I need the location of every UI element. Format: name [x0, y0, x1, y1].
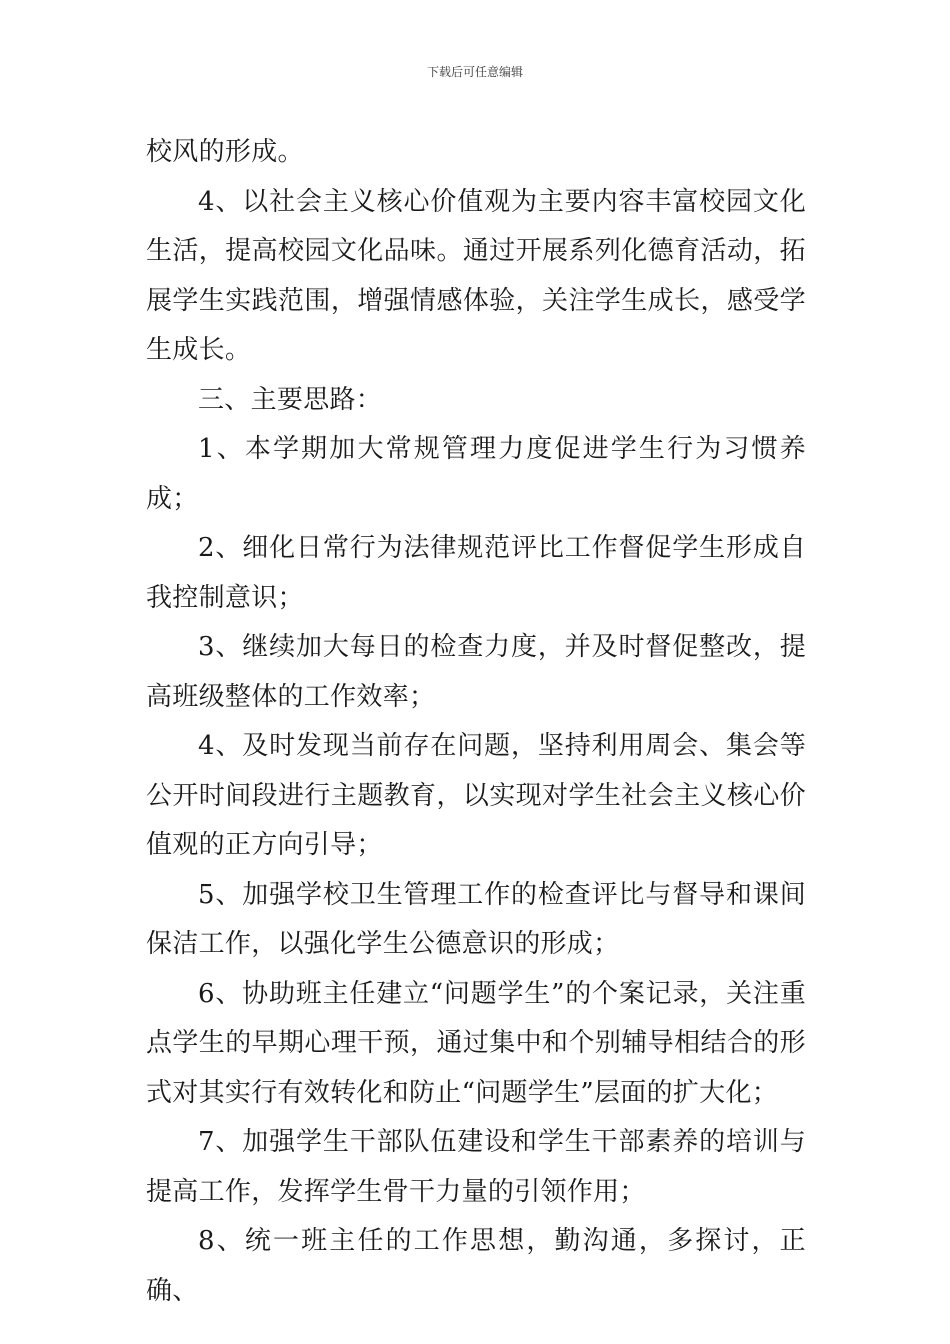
paragraph: 7、加强学生干部队伍建设和学生干部素养的培训与提高工作，发挥学生骨干力量的引领作用； — [146, 1127, 806, 1207]
paragraph: 4、以社会主义核心价值观为主要内容丰富校园文化生活，提高校园文化品味。通过开展系列化德育活动，拓展学生实践范围，增强情感体验，关注学生成长，感受学生成长。 — [146, 186, 806, 365]
page-header-note: 下载后可任意编辑 — [426, 65, 523, 79]
paragraph: 校风的形成。 — [146, 137, 304, 167]
paragraph: 3、继续加大每日的检查力度，并及时督促整改，提高班级整体的工作效率； — [146, 632, 806, 712]
paragraph: 5、加强学校卫生管理工作的检查评比与督导和课间保洁工作，以强化学生公德意识的形成； — [146, 879, 806, 959]
paragraph: 4、及时发现当前存在问题，坚持利用周会、集会等公开时间段进行主题教育，以实现对学生社会主义核心价值观的正方向引导； — [146, 731, 806, 860]
paragraph: 2、细化日常行为法律规范评比工作督促学生形成自我控制意识； — [146, 533, 806, 613]
paragraph: 8、统一班主任的工作思想，勤沟通，多探讨，正确、 — [146, 1226, 806, 1306]
document-body — [146, 128, 806, 1316]
paragraph: 1、本学期加大常规管理力度促进学生行为习惯养成； — [146, 434, 806, 514]
paragraph: 6、协助班主任建立“问题学生”的个案记录，关注重点学生的早期心理干预，通过集中和个别辅导相结合的形式对其实行有效转化和防止“问题学生”层面的扩大化； — [146, 978, 806, 1108]
section-heading: 三、主要思路： — [198, 384, 383, 415]
